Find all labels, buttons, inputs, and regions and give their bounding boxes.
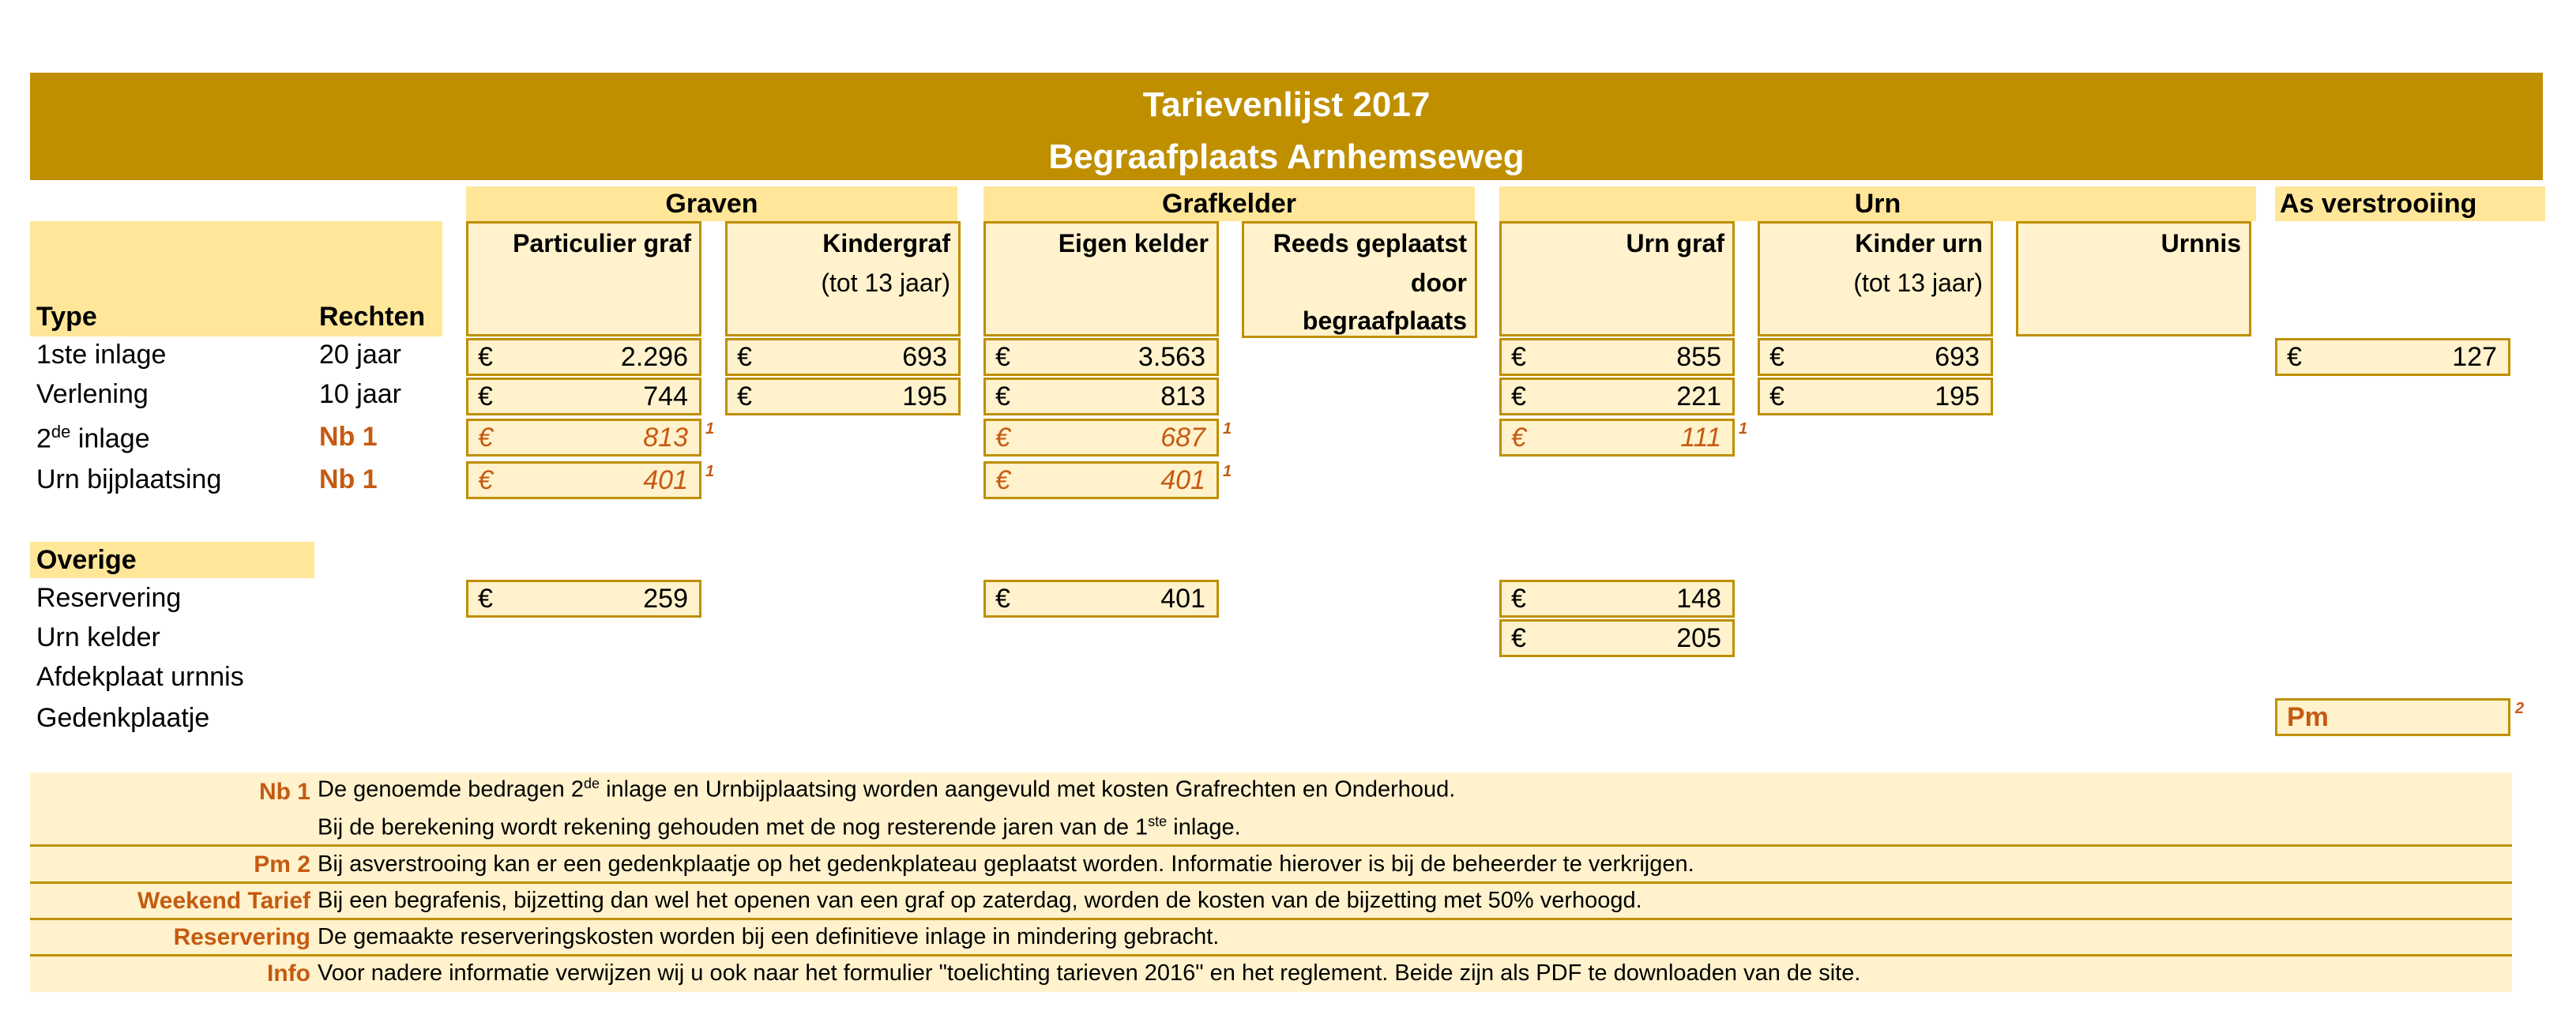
- header-rechten: Rechten: [319, 302, 426, 332]
- footnote-marker: 1: [1739, 420, 1748, 438]
- title-line-2: Begraafplaats Arnhemseweg: [1048, 137, 1525, 176]
- price-cell: € 205: [1499, 619, 1735, 657]
- footnote-marker: 1: [705, 463, 715, 480]
- group-header-urn: Urn: [1499, 186, 2256, 221]
- column-header-urnnis: [2016, 221, 2251, 336]
- footnote-marker: 1: [705, 420, 715, 438]
- note-divider: [30, 954, 2512, 956]
- section-title-overige: Overige: [30, 542, 314, 578]
- note-text-info: Voor nadere informatie verwijzen wij u ook naar het formulier "toelichting tarieven 2016" en het reglement. Beide zijn als PDF te downloaden van de site.: [318, 960, 1861, 986]
- price-cell: € 813: [983, 378, 1219, 415]
- note-key-weekend-tarief: Weekend Tarief: [30, 888, 310, 915]
- header-type: Type: [36, 302, 97, 332]
- group-header-grafkelder: Grafkelder: [983, 186, 1475, 221]
- price-cell: € 401: [983, 461, 1219, 499]
- row-label-1ste-inlage: 1ste inlage: [36, 340, 167, 370]
- note-text-pm2: Bij asverstrooing kan er een gedenkplaatje op het gedenkplateau geplaatst worden. Informatie hierover is bij de beheerder te verkrijgen.: [318, 851, 1694, 877]
- group-header-graven: Graven: [466, 186, 957, 221]
- column-label: Urnnis: [2160, 229, 2241, 257]
- price-cell: € 148: [1499, 580, 1735, 618]
- price-cell: € 195: [1758, 378, 1993, 415]
- price-cell: € 401: [466, 461, 701, 499]
- column-header-reeds-geplaatst: [1242, 221, 1477, 338]
- price-cell-pm: Pm: [2275, 698, 2510, 736]
- note-key-pm2: Pm 2: [30, 851, 310, 878]
- footnote-marker: 2: [2515, 700, 2525, 717]
- column-label: Reeds geplaatst: [1273, 229, 1467, 257]
- column-sublabel: (tot 13 jaar): [821, 269, 950, 297]
- column-header-eigen-kelder: [983, 221, 1219, 336]
- column-label: Particulier graf: [513, 229, 691, 257]
- row-label-gedenkplaatje: Gedenkplaatje: [36, 703, 210, 733]
- column-header-kinder-urn: [1758, 221, 1993, 336]
- price-cell: € 687: [983, 419, 1219, 457]
- row-label-2de-inlage: 2de inlage: [36, 422, 150, 454]
- note-key-reservering: Reservering: [30, 924, 310, 951]
- note-text-nb1-line2: Bij de berekening wordt rekening gehouden met de nog resterende jaren van de 1ste inlage.: [318, 814, 1241, 840]
- note-divider: [30, 918, 2512, 920]
- group-header-as-verstrooiing: As verstrooiing: [2275, 186, 2545, 221]
- note-key-nb1: Nb 1: [30, 779, 310, 806]
- column-header-urn-graf: [1499, 221, 1735, 336]
- price-cell: € 744: [466, 378, 701, 415]
- column-label: begraafplaats: [1302, 306, 1467, 335]
- price-cell: € 195: [725, 378, 961, 415]
- price-cell: € 813: [466, 419, 701, 457]
- footnote-marker: 1: [1223, 463, 1232, 480]
- column-label: Eigen kelder: [1058, 229, 1209, 257]
- price-cell: € 127: [2275, 338, 2510, 376]
- price-cell: € 2.296: [466, 338, 701, 376]
- column-label: Kinder urn: [1855, 229, 1983, 257]
- row-label-verlening: Verlening: [36, 379, 149, 409]
- row-rechten-verlening: 10 jaar: [319, 379, 401, 409]
- column-label: door: [1410, 269, 1467, 297]
- column-header-particulier-graf: [466, 221, 701, 336]
- price-cell: € 3.563: [983, 338, 1219, 376]
- price-cell: € 855: [1499, 338, 1735, 376]
- row-label-urn-kelder: Urn kelder: [36, 622, 160, 652]
- row-label-afdekplaat-urnnis: Afdekplaat urnnis: [36, 662, 244, 692]
- row-rechten-1ste-inlage: 20 jaar: [319, 340, 401, 370]
- price-cell: € 693: [725, 338, 961, 376]
- note-text-reservering: De gemaakte reserveringskosten worden bij een definitieve inlage in mindering gebracht.: [318, 924, 1220, 949]
- note-divider: [30, 844, 2512, 847]
- column-label: Urn graf: [1626, 229, 1724, 257]
- price-cell: € 221: [1499, 378, 1735, 415]
- price-cell: € 259: [466, 580, 701, 618]
- title-line-1: Tarievenlijst 2017: [1142, 85, 1431, 124]
- note-text-weekend-tarief: Bij een begrafenis, bijzetting dan wel het openen van een graf op zaterdag, worden de kosten van de bijzetting met 50% verhoogd.: [318, 888, 1642, 913]
- price-cell: € 693: [1758, 338, 1993, 376]
- note-text-nb1-line1: De genoemde bedragen 2de inlage en Urnbijplaatsing worden aangevuld met kosten Grafrechten en Onderhoud.: [318, 776, 1456, 802]
- column-sublabel: (tot 13 jaar): [1853, 269, 1983, 297]
- footnote-marker: 1: [1223, 420, 1232, 438]
- row-label-urn-bijplaatsing: Urn bijplaatsing: [36, 464, 222, 494]
- row-rechten-2de-inlage: Nb 1: [319, 422, 378, 452]
- price-cell: € 111: [1499, 419, 1735, 457]
- row-rechten-urn-bijplaatsing: Nb 1: [319, 464, 378, 494]
- column-header-kindergraf: [725, 221, 961, 336]
- note-key-info: Info: [30, 960, 310, 987]
- row-label-reservering: Reservering: [36, 583, 182, 613]
- price-cell: € 401: [983, 580, 1219, 618]
- column-label: Kindergraf: [822, 229, 950, 257]
- note-divider: [30, 881, 2512, 884]
